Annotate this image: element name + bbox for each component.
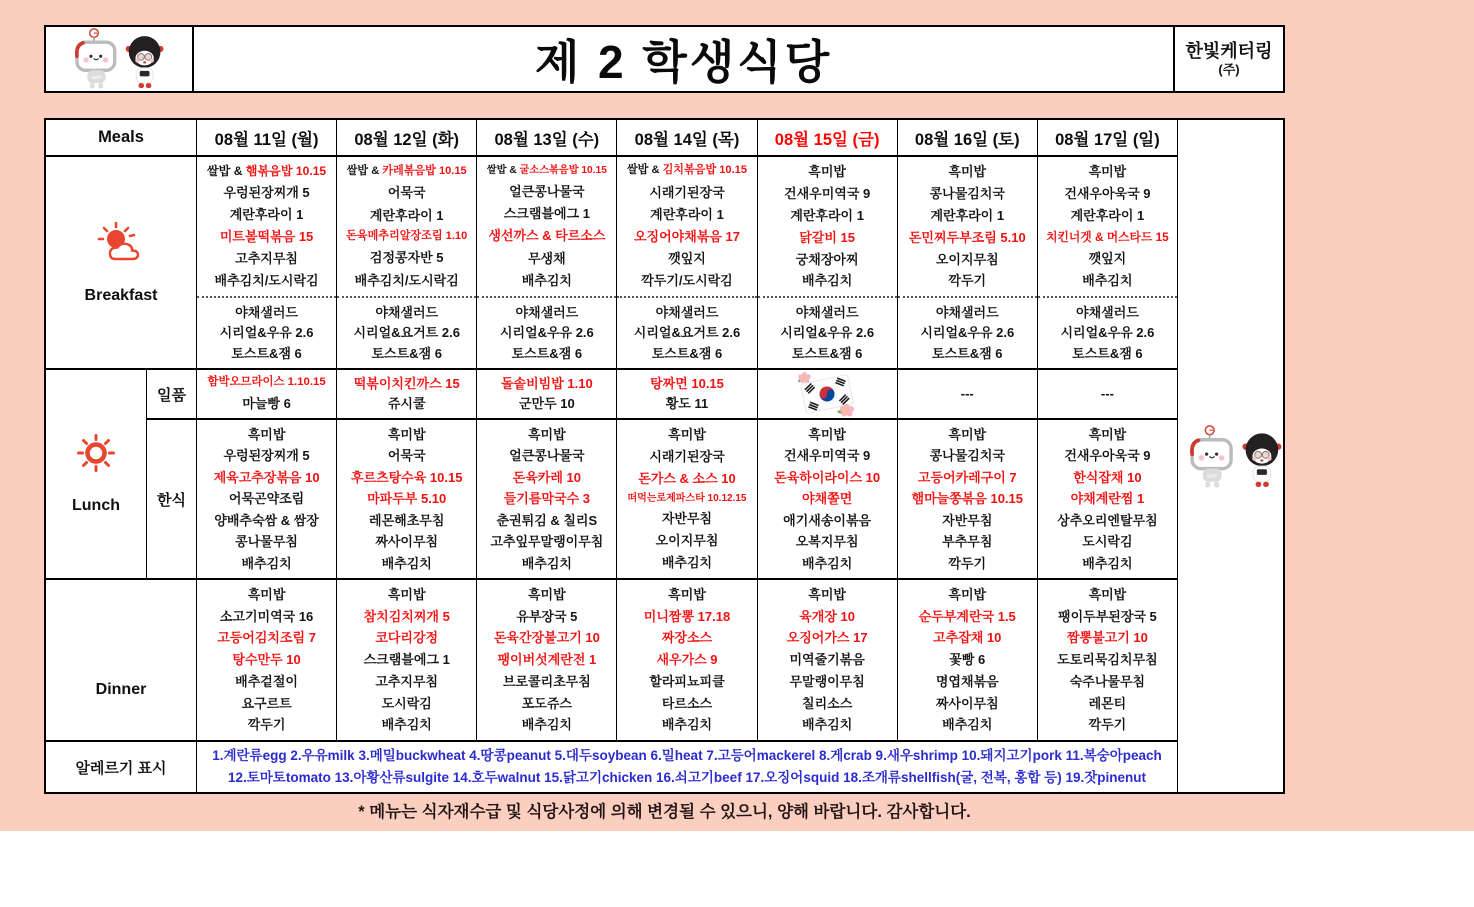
- menu-item: 배추김치: [1082, 555, 1133, 571]
- dinner-menu-list: [898, 580, 1037, 740]
- menu-item: 어묵곤약조림: [228, 491, 305, 507]
- lunch-menu-cell: [617, 370, 757, 420]
- menu-item: 참치김치찌개 5: [363, 608, 450, 624]
- menu-item: 명엽채볶음: [935, 673, 999, 689]
- menu-item: 무생채: [528, 250, 566, 266]
- breakfast-side-list: [337, 296, 476, 368]
- menu-item: 우렁된장찌개 5: [223, 448, 310, 464]
- menu-item: 흑미밥: [1088, 587, 1127, 603]
- day-header: 08월 14일 (목): [617, 120, 757, 157]
- lunch-menu-list: [1038, 420, 1177, 578]
- menu-item-segment: 카레볶음밥 10.15: [382, 164, 467, 177]
- menu-item: 미니짬뽕 17.18: [643, 608, 731, 624]
- lunch-menu-cell: [197, 370, 337, 420]
- menu-item: 한식잡채 10: [1073, 469, 1142, 485]
- menu-item: 토스트&잼 6: [371, 346, 442, 362]
- lunch-menu-list: [898, 370, 1037, 418]
- lunch-menu-list: [1038, 370, 1177, 418]
- menu-item: 닭갈비 15: [799, 229, 855, 245]
- allergy-label: 알레르기 표시: [46, 742, 197, 792]
- menu-item: 배추김치: [661, 717, 713, 733]
- menu-item: 흑미밥: [387, 587, 426, 603]
- menu-item: 흑미밥: [668, 587, 706, 603]
- menu-item: 건새우미역국 9: [784, 448, 871, 464]
- menu-item: 칠리소스: [802, 695, 853, 711]
- menu-item: 검정콩자반 5: [369, 250, 444, 266]
- menu-item: [487, 166, 607, 177]
- menu-item: 야채계란찜 1: [1070, 491, 1145, 507]
- lunch-menu-list: [617, 370, 756, 418]
- menu-item: 배추김치/도시락김: [214, 273, 319, 289]
- dinner-menu-list: [1038, 580, 1177, 740]
- menu-item: 배추김치: [521, 717, 572, 733]
- menu-item: 야채샐러드: [795, 304, 859, 320]
- menu-item: 오복지무침: [795, 534, 859, 550]
- lunch-label-text: Lunch: [72, 497, 120, 514]
- menu-item-segment: 쌀밥 &: [486, 164, 520, 176]
- menu-item: 깻잎지: [1088, 251, 1127, 267]
- menu-item: 궁채장아찌: [795, 251, 859, 267]
- lunch-menu-list: [898, 420, 1037, 578]
- menu-item: 레몬티: [1088, 695, 1127, 711]
- menu-item: 토스트&잼 6: [651, 346, 723, 362]
- dinner-menu-cell: [337, 580, 477, 742]
- menu-item: 오이지무침: [655, 533, 719, 549]
- breakfast-menu-cell: [1038, 157, 1178, 370]
- breakfast-menu-cell: [197, 157, 337, 370]
- breakfast-label-text: Breakfast: [84, 286, 158, 304]
- menu-item: 계란후라이 1: [930, 207, 1005, 223]
- menu-item: 깍두기: [948, 555, 987, 571]
- menu-item: 애기새송이볶음: [783, 512, 872, 528]
- day-header: 08월 13일 (수): [477, 120, 617, 157]
- page-title: 제 2 학생식당: [534, 36, 833, 88]
- menu-item: 배추김치: [802, 273, 853, 289]
- menu-item: 도시락김: [1082, 534, 1133, 550]
- menu-item: 들기름막국수 3: [503, 491, 590, 507]
- day-header: 08월 12일 (화): [337, 120, 477, 157]
- menu-item: 탕수만두 10: [232, 652, 301, 668]
- lunch-menu-cell: [898, 370, 1038, 420]
- menu-item: 야채샐러드: [935, 304, 999, 320]
- menu-item: 계란후라이 1: [1070, 208, 1145, 224]
- menu-item: 고등어김치조림 7: [217, 630, 316, 646]
- menu-item: 흑미밥: [948, 164, 987, 180]
- lunch-menu-list: [617, 420, 756, 578]
- menu-item: 깍두기: [247, 717, 286, 733]
- lunch-menu-cell: [1038, 370, 1178, 420]
- dinner-label-text: Dinner: [95, 681, 147, 698]
- menu-item: 콩나물김치국: [929, 186, 1005, 202]
- menu-item: 시리얼&우유 2.6: [1060, 325, 1155, 341]
- menu-item: 건새우미역국 9: [784, 186, 871, 202]
- lunch-label: [46, 370, 147, 580]
- allergy-line: 1.계란류egg 2.우유milk 3.메밀buckwheat 4.땅콩peanut 5.대두soybean 6.밀heat 7.고등어mackerel 8.게crab 9.새우shrimp 10.돼지고기pork 11.복숭아peach: [212, 748, 1162, 764]
- menu-item: 후르츠탕수육 10.15: [350, 469, 463, 485]
- lunch-menu-cell: [758, 420, 898, 580]
- dinner-menu-list: [197, 580, 336, 740]
- sunrise-icon: [97, 221, 145, 263]
- dinner-menu-cell: [197, 580, 337, 742]
- menu-item: 흑미밥: [668, 427, 706, 443]
- menu-item-segment: 쌀밥 &: [346, 164, 383, 177]
- menu-item: 얼큰콩나물국: [509, 448, 585, 464]
- menu-item: 흑미밥: [387, 426, 426, 442]
- menu-item: 흑미밥: [528, 587, 566, 603]
- day-header: 08월 16일 (토): [898, 120, 1038, 157]
- menu-item: 배추김치/도시락김: [354, 272, 459, 288]
- breakfast-main-list: [337, 157, 476, 296]
- menu-item: 꽃빵 6: [949, 652, 986, 668]
- menu-item: 도토리묵김치무침: [1057, 652, 1158, 668]
- menu-item: 시리얼&우유 2.6: [219, 325, 314, 341]
- dinner-menu-list: [617, 580, 756, 740]
- menu-item: 미트볼떡볶음 15: [219, 229, 314, 245]
- lunch-menu-cell: [758, 370, 898, 420]
- menu-item: 계란후라이 1: [229, 207, 304, 223]
- breakfast-side-list: [758, 296, 897, 368]
- menu-item: 돈육간장불고기 10: [493, 630, 600, 646]
- menu-item: 야채샐러드: [515, 304, 579, 320]
- menu-item: 깍두기/도시락김: [641, 273, 733, 289]
- lunch-menu-list: [197, 370, 336, 418]
- menu-item: 마늘빵 6: [242, 395, 291, 411]
- menu-item: 짜사이무침: [375, 534, 439, 550]
- breakfast-menu-cell: [337, 157, 477, 370]
- dinner-menu-cell: [1038, 580, 1178, 742]
- day-header: 08월 17일 (일): [1038, 120, 1178, 157]
- menu-table: [44, 118, 1285, 794]
- dinner-menu-list: [477, 580, 616, 740]
- breakfast-menu-cell: [898, 157, 1038, 370]
- dinner-menu-cell: [758, 580, 898, 742]
- menu-item-segment: 김치볶음밥 10.15: [662, 164, 748, 177]
- menu-item: 깍두기: [948, 273, 987, 289]
- breakfast-side-list: [197, 296, 336, 368]
- meals-header: Meals: [46, 120, 197, 157]
- lunch-menu-list: [758, 420, 897, 578]
- menu-item: 배추김치: [521, 555, 572, 571]
- menu-item: 포도쥬스: [521, 695, 572, 711]
- menu-item-segment: 쌀밥 &: [206, 164, 246, 179]
- breakfast-main-list: [477, 157, 616, 296]
- menu-item: 우렁된장찌개 5: [223, 185, 310, 201]
- menu-item: 흑미밥: [808, 587, 846, 603]
- menu-item: 배추김치: [661, 555, 713, 571]
- menu-item: 짜사이무침: [935, 695, 999, 711]
- menu-item: 팽이두부된장국 5: [1058, 608, 1157, 624]
- menu-item: 돈육카레 10: [512, 469, 581, 485]
- menu-item: 짬뽕불고기 10: [1066, 630, 1148, 646]
- page-header: [44, 25, 1285, 93]
- dinner-menu-cell: [898, 580, 1038, 742]
- menu-item: 계란후라이 1: [790, 207, 864, 223]
- menu-item: 코다리강정: [375, 630, 439, 646]
- lunch-subrow-label-ilpum: 일품: [147, 370, 197, 420]
- menu-item: 토스트&잼 6: [932, 346, 1003, 362]
- lunch-menu-list: [337, 420, 476, 578]
- menu-item: ---: [960, 386, 974, 402]
- menu-item: 시리얼&요거트 2.6: [633, 325, 741, 341]
- mascots-icon: [69, 27, 169, 91]
- lunch-menu-cell: [337, 370, 477, 420]
- menu-item: 토스트&잼 6: [791, 346, 863, 362]
- dinner-menu-cell: [477, 580, 617, 742]
- menu-item: 계란후라이 1: [369, 207, 444, 223]
- menu-item: 콩나물무침: [235, 534, 298, 550]
- menu-item: 콩나물김치국: [929, 448, 1005, 464]
- caterer-name: 한빛케터링: [1185, 40, 1273, 61]
- menu-item: 요구르트: [241, 695, 292, 711]
- korean-flag-image: [790, 370, 864, 418]
- lunch-menu-cell: [1038, 420, 1178, 580]
- menu-item: 야채샐러드: [375, 304, 439, 320]
- breakfast-side-list: [617, 296, 756, 368]
- menu-item: 오징어가스 17: [786, 630, 868, 646]
- menu-item: 돈육메추리알장조림 1.10: [346, 230, 468, 243]
- lunch-subrow-label-hansik: 한식: [147, 420, 197, 580]
- menu-item: 배추겉절이: [235, 673, 298, 689]
- menu-item: 야채샐러드: [1076, 304, 1139, 320]
- menu-item: 순두부계란국 1.5: [918, 608, 1016, 624]
- menu-item: 쥬시쿨: [387, 396, 426, 412]
- menu-item: 흑미밥: [1088, 426, 1127, 442]
- menu-item: 얼큰콩나물국: [509, 183, 585, 199]
- menu-item: 소고기미역국 16: [219, 608, 314, 624]
- menu-item: 야채샐러드: [655, 304, 719, 320]
- menu-item: 무말랭이무침: [789, 673, 865, 689]
- lunch-menu-cell: [477, 420, 617, 580]
- lunch-menu-cell: [477, 370, 617, 420]
- side-mascots-icon: [1188, 424, 1283, 490]
- menu-item: 황도 11: [665, 396, 709, 412]
- menu-item: 스크램블에그 1: [503, 206, 590, 222]
- lunch-menu-cell: [898, 420, 1038, 580]
- menu-item: 돈가스 & 소스 10: [638, 470, 736, 486]
- lunch-menu-cell: [197, 420, 337, 580]
- caterer-box: [1173, 27, 1283, 91]
- menu-item: 상추오리엔탈무침: [1057, 512, 1158, 528]
- menu-item: 흑미밥: [528, 426, 566, 442]
- breakfast-menu-cell: [758, 157, 898, 370]
- dinner-label: [46, 580, 197, 742]
- menu-item: 시리얼&우유 2.6: [499, 325, 594, 341]
- menu-item: 배추김치: [802, 717, 853, 733]
- lunch-menu-list: [197, 420, 336, 578]
- menu-item: 야채샐러드: [235, 304, 298, 320]
- flag-icon: [790, 370, 864, 418]
- lunch-menu-list: [758, 370, 897, 418]
- menu-item: 미역줄기볶음: [789, 652, 865, 668]
- menu-item: 야채쫄면: [802, 491, 853, 507]
- day-header: 08월 15일 (금): [758, 120, 898, 157]
- allergy-line: 12.토마토tomato 13.아황산류sulgite 14.호두walnut 15.닭고기chicken 16.쇠고기beef 17.오징어squid 18.조개류shellfish(굴, 전복, 홍합 등) 19.잣pinenut: [227, 770, 1147, 785]
- menu-item: 시리얼&우유 2.6: [780, 325, 875, 341]
- menu-item: 흑미밥: [247, 426, 286, 442]
- dinner-menu-list: [758, 580, 897, 740]
- menu-item: 토스트&잼 6: [1072, 346, 1143, 362]
- menu-item: 햄마늘쫑볶음 10.15: [911, 491, 1024, 507]
- menu-item: 오징어야채볶음 17: [634, 228, 740, 244]
- lunch-menu-list: [337, 370, 476, 418]
- menu-item: 시래기된장국: [649, 449, 725, 465]
- breakfast-main-list: [617, 157, 756, 296]
- menu-item: 흑미밥: [948, 426, 987, 442]
- menu-item: 어묵국: [387, 448, 426, 464]
- menu-item: 시래기된장국: [649, 184, 725, 200]
- menu-item: 타르소스: [661, 695, 713, 711]
- menu-item: 떠먹는로제파스타 10.12.15: [627, 492, 747, 504]
- menu-item: [207, 165, 326, 178]
- menu-item: 토스트&잼 6: [511, 346, 583, 362]
- menu-item: 토스트&잼 6: [231, 346, 302, 362]
- menu-item: 깻잎지: [668, 250, 706, 266]
- menu-item: 돈민찌두부조림 5.10: [908, 229, 1026, 245]
- menu-item: 고추지무침: [235, 251, 298, 267]
- menu-item: 고추지무침: [375, 673, 439, 689]
- dinner-menu-cell: [617, 580, 757, 742]
- lunch-menu-cell: [337, 420, 477, 580]
- sun-icon: [76, 433, 116, 473]
- day-header: 08월 11일 (월): [197, 120, 337, 157]
- caterer-suffix: (주): [1218, 62, 1240, 78]
- menu-item: 고등어카레구이 7: [917, 469, 1017, 485]
- menu-item: 할라피뇨피클: [649, 673, 725, 689]
- menu-item: 짜장소스: [661, 630, 713, 646]
- menu-item: 치킨너겟 & 머스타드 15: [1046, 230, 1169, 245]
- menu-item: [347, 166, 467, 178]
- menu-item: 떡볶이치킨까스 15: [353, 375, 460, 391]
- menu-item-segment: 굴소스볶음밥 10.15: [519, 164, 607, 176]
- menu-item: 오이지무침: [935, 251, 999, 267]
- menu-item: 유부장국 5: [516, 608, 578, 624]
- breakfast-menu-cell: [617, 157, 757, 370]
- menu-item: 돈육하이라이스 10: [774, 469, 881, 485]
- menu-item: 스크램블에그 1: [363, 652, 450, 668]
- breakfast-side-list: [1038, 296, 1177, 368]
- menu-item: 마파두부 5.10: [367, 491, 447, 507]
- menu-item: 양배추숙쌈 & 쌈장: [214, 512, 319, 528]
- menu-item: 배추김치: [1082, 273, 1133, 289]
- menu-item: 흑미밥: [808, 164, 846, 180]
- menu-item: 배추김치: [942, 717, 993, 733]
- dinner-menu-list: [337, 580, 476, 740]
- menu-item: 탕짜면 10.15: [650, 375, 724, 391]
- breakfast-main-list: [758, 157, 897, 296]
- breakfast-side-list: [477, 296, 616, 368]
- menu-item: 육개장 10: [799, 608, 855, 624]
- menu-item: 배추김치: [802, 555, 853, 571]
- menu-item: 흑미밥: [1088, 164, 1127, 180]
- menu-item: 생선까스 & 타르소스: [488, 228, 606, 244]
- menu-item: 도시락김: [381, 695, 432, 711]
- logo-box: [46, 27, 194, 91]
- breakfast-main-list: [1038, 157, 1177, 296]
- menu-item: 깍두기: [1088, 717, 1127, 733]
- menu-item: 배추김치: [521, 273, 572, 289]
- menu-item: 제육고추장볶음 10: [213, 469, 320, 485]
- lunch-menu-cell: [617, 420, 757, 580]
- menu-item: 팽이버섯계란전 1: [497, 652, 597, 668]
- menu-item-segment: 햄볶음밥 10.15: [245, 164, 327, 179]
- menu-item-segment: 쌀밥 &: [626, 164, 663, 177]
- menu-item: 흑미밥: [808, 426, 846, 442]
- menu-item: 어묵국: [387, 185, 426, 201]
- menu-item: 고추잎무말랭이무침: [490, 534, 604, 550]
- menu-item: 브로콜리초무침: [502, 673, 591, 689]
- breakfast-menu-cell: [477, 157, 617, 370]
- menu-item: 함박오므라이스 1.10.15: [207, 376, 326, 389]
- menu-item: 흑미밥: [247, 587, 286, 603]
- breakfast-main-list: [898, 157, 1037, 296]
- menu-item: 흑미밥: [948, 587, 987, 603]
- menu-item: 계란후라이 1: [650, 206, 724, 222]
- menu-item: 시리얼&우유 2.6: [920, 325, 1015, 341]
- menu-item: 건새우아욱국 9: [1064, 448, 1151, 464]
- menu-item: 자반무침: [942, 512, 993, 528]
- lunch-menu-list: [477, 370, 616, 418]
- menu-item: 레몬해초무침: [369, 512, 445, 528]
- menu-item: 새우가스 9: [656, 652, 718, 668]
- menu-item: 부추무침: [942, 534, 993, 550]
- lunch-menu-list: [477, 420, 616, 578]
- menu-item: 고추잡채 10: [933, 630, 1002, 646]
- allergy-info: [197, 742, 1178, 792]
- title-box: [194, 27, 1173, 91]
- menu-item: 건새우아욱국 9: [1064, 186, 1151, 202]
- breakfast-label: [46, 157, 197, 370]
- footer-note: * 메뉴는 식자재수급 및 식당사정에 의해 변경될 수 있으니, 양해 바랍니다. 감사합니다.: [358, 803, 971, 821]
- breakfast-main-list: [197, 157, 336, 296]
- menu-item: 시리얼&요거트 2.6: [353, 325, 460, 341]
- breakfast-side-list: [898, 296, 1037, 368]
- menu-item: 춘권튀김 & 칠리S: [496, 512, 598, 528]
- menu-item: ---: [1100, 386, 1114, 402]
- menu-item: 돌솥비빔밥 1.10: [500, 375, 593, 391]
- moon-icon: [103, 621, 139, 657]
- menu-item: 군만두 10: [518, 396, 575, 412]
- menu-item: 배추김치: [241, 555, 292, 571]
- menu-item: 배추김치: [381, 555, 432, 571]
- menu-item: [627, 165, 747, 177]
- menu-item: 숙주나물무침: [1069, 673, 1146, 689]
- menu-item: 배추김치: [381, 717, 432, 733]
- menu-item: 자반무침: [661, 511, 713, 527]
